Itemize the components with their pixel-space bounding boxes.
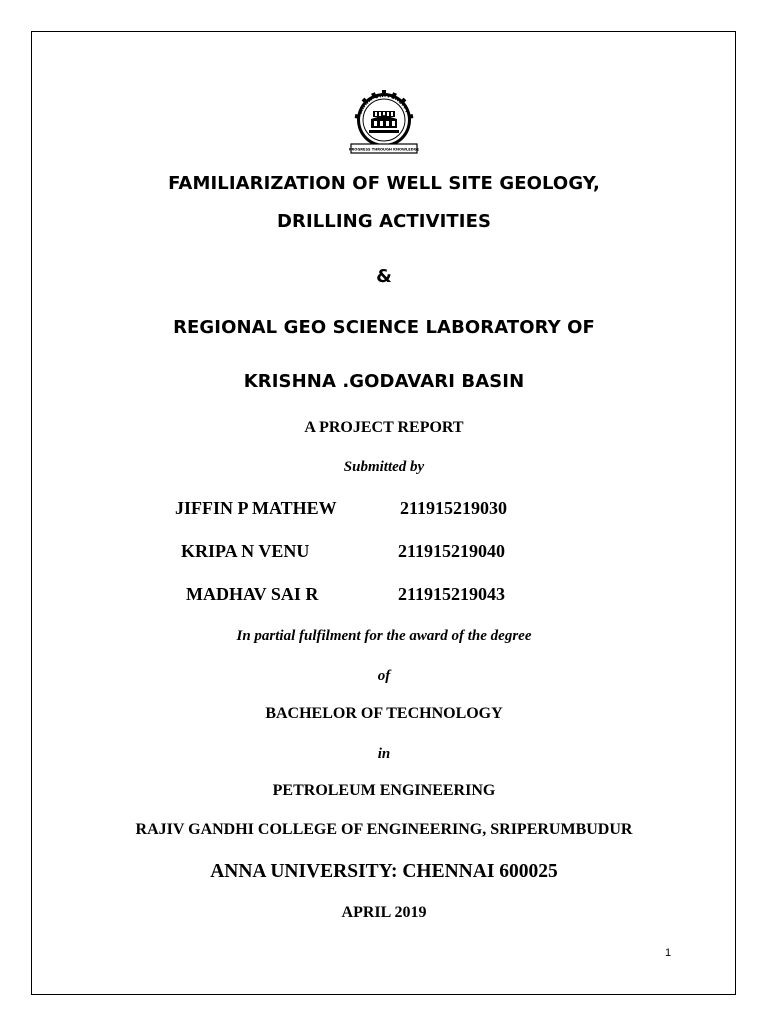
logo-arc-text: ANNA UNIVERSITY (357, 92, 411, 115)
in-text: in (377, 746, 391, 762)
student-name: MADHAV SAI R (186, 584, 319, 604)
logo-motto: PROGRESS THROUGH KNOWLEDGE (348, 147, 420, 152)
student-reg-no: 211915219030 (400, 498, 508, 518)
page-number: 1 (665, 947, 672, 959)
student-name: KRIPA N VENU (181, 541, 310, 561)
title-line-3: REGIONAL GEO SCIENCE LABORATORY OF (173, 317, 595, 338)
report-type: A PROJECT REPORT (304, 419, 464, 436)
branch-name: PETROLEUM ENGINEERING (272, 782, 496, 799)
university-name: ANNA UNIVERSITY: CHENNAI 600025 (210, 861, 558, 882)
college-name: RAJIV GANDHI COLLEGE OF ENGINEERING, SRIPERUMBUDUR (135, 821, 633, 838)
title-line-4: KRISHNA .GODAVARI BASIN (243, 371, 525, 392)
title-ampersand: & (376, 266, 392, 287)
title-line-2: DRILLING ACTIVITIES (276, 211, 492, 232)
report-date: APRIL 2019 (341, 904, 427, 921)
fulfilment-text: In partial fulfilment for the award of the degree (236, 628, 532, 644)
of-text: of (377, 668, 391, 684)
title-line-1: FAMILIARIZATION OF WELL SITE GEOLOGY, (168, 173, 600, 194)
student-reg-no: 211915219043 (398, 584, 506, 604)
university-logo (347, 86, 421, 156)
student-name: JIFFIN P MATHEW (175, 498, 337, 518)
student-reg-no: 211915219040 (398, 541, 506, 561)
degree-name: BACHELOR OF TECHNOLOGY (265, 705, 503, 722)
submitted-by: Submitted by (343, 459, 425, 475)
